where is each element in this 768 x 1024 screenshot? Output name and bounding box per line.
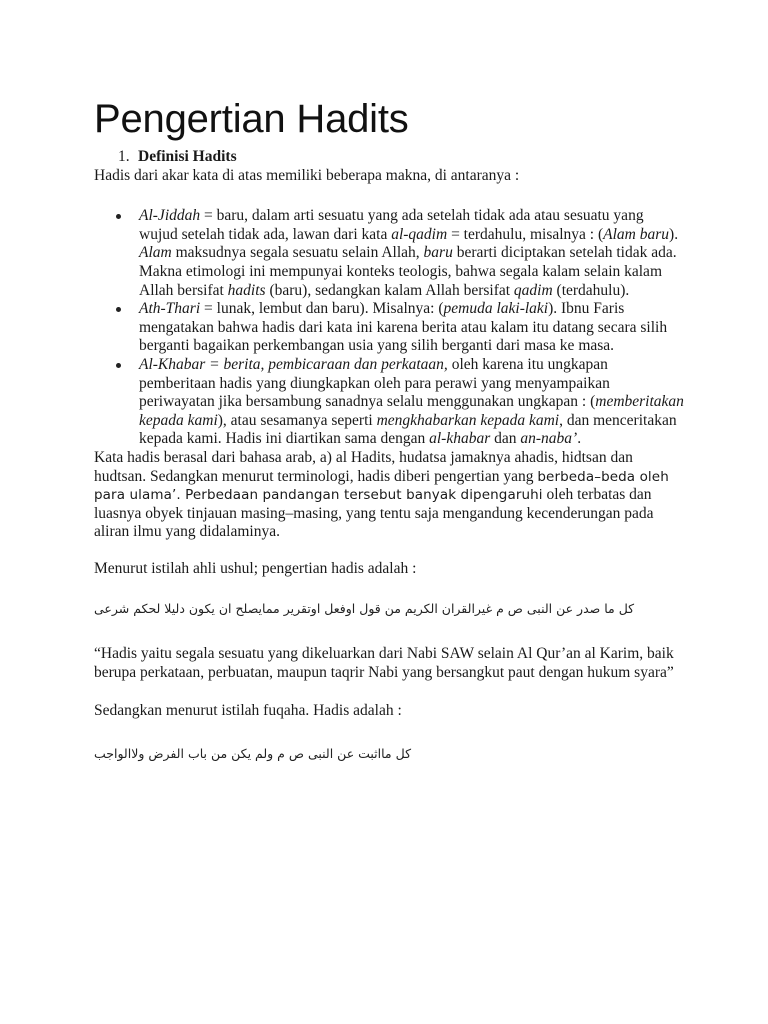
list-text: oleh karena itu ungkapan pemberitaan hadis yang diungkapkan oleh para perawi yang menyampaikan periwayatan jika bersambung sanadnya selalu menggunakan ungkapan : ( (139, 355, 610, 411)
list-text: maksudnya segala sesuatu selain Allah, (171, 244, 424, 262)
ushul-paragraph: Menurut istilah ahli ushul; pengertian hadis adalah : (94, 559, 417, 577)
term-italic: an-naba’ (520, 430, 578, 448)
page-title: Pengertian Hadits (94, 97, 409, 141)
term-italic: Alam baru (603, 225, 670, 243)
list-text: berarti diciptakan setelah tidak ada. Makna etimologi ini mempunyai konteks teologis, bahwa segala kalam selain kalam Allah bersifat (139, 244, 677, 299)
list-text: (terdahulu). (552, 281, 630, 299)
term-italic: Ath-Thari (139, 300, 201, 318)
meaning-list (94, 207, 684, 449)
bullet-icon (116, 363, 121, 368)
terminology-paragraph (94, 449, 684, 542)
arabic-definition-fuqaha: كل مااثبت عن النبى ص م ولم يكن من باب الفرض ولاالواجب (94, 745, 412, 761)
translation-quote: “Hadis yaitu segala sesuatu yang dikeluarkan dari Nabi SAW selain Al Qur’an al Karim, baik berupa perkataan, perbuatan, maupun taqrir Nabi yang bersangkut paut dengan hukum syara” (94, 645, 674, 681)
paragraph-text: oleh terbatas dan luasnya obyek tinjauan masing–masing, yang tentu saja mengandung kecenderungan pada aliran ilmu yang didalaminya. (94, 486, 654, 541)
numbered-heading (94, 148, 684, 167)
list-text: = lunak, lembut dan baru). Misalnya: ( (200, 300, 444, 318)
bullet-icon (116, 307, 121, 312)
term-italic: memberitakan kepada kami (139, 393, 684, 429)
term-italic: pemuda laki-laki (443, 300, 549, 318)
list-text: , dan menceritakan kepada kami. Hadis ini diartikan sama dengan (139, 411, 677, 448)
section-heading: Definisi Hadits (138, 148, 237, 165)
list-text: ), atau sesamanya seperti (217, 411, 377, 429)
term-italic: al-khabar (429, 430, 491, 448)
paragraph-text: berbeda–beda oleh para ulama’. Perbedaan pandangan tersebut banyak dipengaruhi (94, 468, 669, 504)
term-italic: Alam (139, 244, 172, 262)
fuqaha-paragraph: Sedangkan menurut istilah fuqaha. Hadis adalah : (94, 702, 402, 720)
arabic-definition-ushul: كل ما صدر عن النبى ص م غيرالقران الكريم من قول اوفعل اوتقرير ممايصلح ان يكون دليلا لحكم شرعى (94, 601, 635, 617)
bullet-icon (116, 214, 121, 219)
list-item (94, 207, 684, 300)
list-text: (baru), sedangkan kalam Allah bersifat (265, 281, 514, 299)
item-number: 1. (118, 148, 130, 165)
list-item (94, 356, 684, 449)
list-text: . (577, 430, 582, 448)
term-italic: mengkhabarkan kepada kami (376, 411, 560, 429)
term-italic: Al-Jiddah (139, 207, 201, 225)
list-item (94, 300, 684, 356)
paragraph-text: Kata hadis berasal dari bahasa arab, a) al Hadits, hudatsa jamaknya ahadis, hidtsan dan hudtsan. Sedangkan menurut terminologi, hadis diberi pengertian yang (94, 448, 633, 485)
document-body (94, 148, 684, 763)
intro-paragraph: Hadis dari akar kata di atas memiliki beberapa makna, di antaranya : (94, 166, 520, 184)
term-italic: Al-Khabar = berita, pembicaraan dan perkataan, (139, 355, 448, 373)
term-italic: baru (423, 244, 453, 262)
list-text: dan (490, 430, 521, 448)
term-italic: hadits (227, 281, 266, 299)
list-text: = terdahulu, misalnya : ( (447, 225, 604, 243)
list-text: ). (669, 225, 679, 243)
list-text: = baru, dalam arti sesuatu yang ada setelah tidak ada atau sesuatu yang wujud setelah tidak ada, lawan dari kata (139, 207, 644, 243)
term-italic: al-qadim (391, 225, 448, 243)
list-text: ). Ibnu Faris mengatakan bahwa hadis dari kata ini karena berita atau kalam itu datang secara silih berganti bagaikan perkembangan usia yang silih berganti dari masa ke masa. (139, 300, 668, 355)
term-italic: qadim (513, 281, 553, 299)
